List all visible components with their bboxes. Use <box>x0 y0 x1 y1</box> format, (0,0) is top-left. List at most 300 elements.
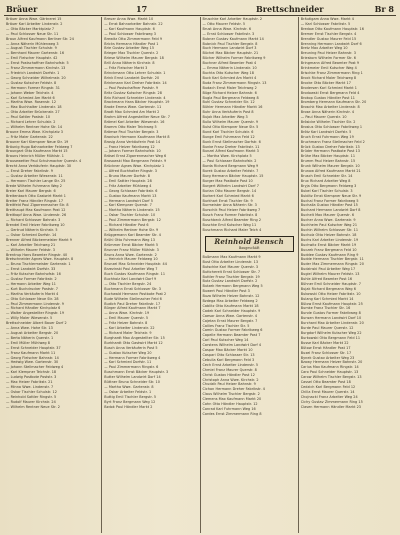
directory-entry: — Willy Maler Wiesenstr. 5 <box>6 316 53 321</box>
directory-entry: Bunge Emil Fuhrmann Feld 12 <box>202 134 255 139</box>
directory-entry: Breuning Paul Heizer Bahnstr. 3 <box>300 51 356 56</box>
directory-entry: Burg Hermann Bäcker Hauptstr. 15 <box>202 174 264 178</box>
directory-entry: Brede Wilhelm Fuhrmann Weg 2 <box>6 183 62 188</box>
directory-entry: — August Tischler Schulstr. 9 <box>6 46 57 51</box>
directory-entry: Burghardt Max Angestellter Str. 15 <box>104 335 165 340</box>
directory-entry: Buttler Franz Tischler Bergstr. 19 <box>202 274 260 279</box>
directory-entry: Brieger Max Tischler Querstr. 2 <box>104 51 159 56</box>
directory-entry: Brinkmeier Emil Kutscher Weg 4 <box>300 66 357 71</box>
directory-entry: Bremer Ernst Tischler Bergstr. 4 <box>300 31 357 36</box>
directory-entry: Buschbeck Alfred Beamter Ring 2 <box>202 218 262 223</box>
directory-entry: Burian Otto Maurer Bergstr. 14 <box>202 188 257 193</box>
directory-entry: Cichy Gustav Zimmermann Ring 15 <box>300 399 363 404</box>
directory-entry: — Karl Schmied Am Markt 6 <box>6 95 55 100</box>
directory-entry: — Otto Arbeiter Brückenstr. 27 <box>6 110 60 115</box>
directory-entry: Bußmann Max Kaufmann Markt 9 <box>202 254 261 259</box>
directory-entry: Breier Karl Maurer Bergstr. 6 <box>6 188 56 193</box>
directory-entry: Bunke Franz Dreher Fabrikstr. 11 <box>202 144 260 149</box>
directory-entry: — Fritz Kutscher Bahnhofstr. 16 <box>6 272 61 277</box>
directory-entry: — Bernhard Maurer Gartenstr. 16 <box>6 51 65 56</box>
directory-entry: Brendler Gustav Maurer Feld 15 <box>300 36 357 41</box>
directory-entry: Buchheim Paul Kutscher Weg 21 <box>300 223 358 228</box>
column-3 <box>200 17 298 533</box>
directory-entry: — Franz Kaufmann Markt 11 <box>6 350 56 355</box>
directory-entry: — Martha Wwe. Rosenstr. 12 <box>6 100 57 105</box>
directory-entry: — Bruno Tischlermeister Gartenstr. 1 <box>6 262 71 267</box>
directory-entry: Brosig Anna Verkäuferin Post 14 <box>104 139 161 144</box>
directory-entry: Brühe Max Bäcker Hauptstr. 11 <box>300 154 356 159</box>
directory-entry: Brunow Alfred Kaufmann Markt 21 <box>300 169 361 174</box>
directory-entry: Bräutigam Anna Wwe. Markt 4 <box>300 17 354 21</box>
directory-entry: Cedzich Karl Bergmann Feld 12 <box>300 384 356 389</box>
directory-entry: — Karl Arbeiter Lindenstr. 22 <box>104 326 155 331</box>
directory-entry: Brunzel Max Schneider Hauptstr. 44 <box>104 262 167 267</box>
directory-entry: Braungart Otto Kaufmann Markt 15 <box>6 149 68 154</box>
column-4 <box>298 17 396 533</box>
advertisement-title: Reinhold Bensch <box>214 236 284 246</box>
directory-entry: Büttner Bruno Schneider Str. 10 <box>104 380 160 385</box>
directory-entry: Bülow Ernst Kaufmann Hauptstr. 25 <box>300 301 363 306</box>
directory-entry: Bublitz Ernst Klempner Neue Str. 9 <box>300 193 362 198</box>
directory-entry: Caesar Anna Wwe. Gartenstr. 4 <box>202 313 258 318</box>
advertisement-subtitle: Baugeschäft <box>238 245 260 250</box>
directory-entry: — Ernst Postschaffner Bahnhofstr. 5 <box>6 61 69 66</box>
directory-entry: Buchner Alfred Beamter Post 4 <box>202 61 257 66</box>
directory-entry: Bunde Gustav Former Fabrikweg 8 <box>300 311 361 316</box>
directory-entry: Brink Ernst Landwirt Dorfstr. 20 <box>104 75 160 80</box>
directory-entry: — Karl Klempner Querstr. 7 <box>104 203 152 208</box>
directory-entry: Bynek Gustav Arbeiter Weg 23 <box>300 355 355 360</box>
directory-entry: — Fritz Fleischer Markt 3 <box>104 66 148 71</box>
directory-entry: Budzinski Paul Arbeiter Weg 17 <box>300 267 356 272</box>
directory-entry: Bugla Paul Bergmann Feldweg 8 <box>202 95 259 100</box>
directory-entry: — Paul Zimmermann Lindenstr. 9 <box>6 301 65 306</box>
directory-entry: — Ernst Schneider Hauptstr. 37 <box>6 345 61 350</box>
directory-entry: — August Arbeiter Bergstr. 20 <box>6 331 59 335</box>
directory-entry: Brieskorn Wilhelm Former Str. 6 <box>300 56 356 61</box>
column-2 <box>101 17 199 533</box>
directory-entry: Burkowski Otto Bergmann Feld 11 <box>300 335 361 340</box>
directory-entry: — Hermann Arbeiter Weg 11 <box>6 281 57 286</box>
directory-entry: Bricks Hermann Händler Post 1 <box>104 41 159 46</box>
directory-entry: Buchal Franz Former Fabrikweg 5 <box>300 198 359 203</box>
directory-entry: Brecht Anna Verkäuferin Hauptstr. 30 <box>6 164 72 169</box>
directory-entry: Breitenbach Otto Gastwirt Markt 1 <box>6 193 66 198</box>
directory-entry: Cassel Otto Beamter Post 18 <box>300 380 351 385</box>
directory-entry: Caspar Max Bäcker Markt 10 <box>202 348 253 353</box>
directory-entry: — Paul Schlosser Bahnhofstr. 2 <box>202 159 257 164</box>
directory-entry: Buch Gustav Kaufmann Ringstr. 11 <box>104 272 166 277</box>
directory-entry: — Max Buchhalter Lindenstr. 18 <box>6 105 62 110</box>
directory-entry: Brix Richard Schneider Lindenstr. 4 <box>104 95 166 100</box>
directory-entry: Buchwald Hermann Postbote Post 2 <box>104 291 167 296</box>
directory-entry: Caro Paul Schneider Hauptstr. 13 <box>300 370 359 375</box>
directory-entry: Buchta Otto Kutscher Weg 18 <box>202 70 254 75</box>
directory-entry: Brocke Otto Bäcker Markt 17 <box>300 80 351 85</box>
directory-entry: Brauns Heinrich Müller Mühlstr. 1 <box>6 154 64 159</box>
directory-entry: Burgdorf Wilhelm Kutscher Weg 22 <box>300 331 362 335</box>
directory-entry: — Oskar Schmied Dorfstr. 14 <box>6 232 57 237</box>
directory-entry: Bütow Ernst Händler Post 17 <box>300 345 351 350</box>
directory-entry: Brust Anna Wwe. Kirchstr. 6 <box>202 26 252 31</box>
directory-entry: Brischke Franz Zimmermann Ring 1 <box>300 70 363 75</box>
directory-entry: — Paul Postschaffner Poststr. 9 <box>104 85 159 90</box>
directory-entry: — Martha Näherin Lindenstr. 15 <box>104 208 160 213</box>
directory-entry: Bühler Hermann Händler Markt 16 <box>202 105 263 110</box>
directory-entry: Broschk Max Arbeiter Lindenstr. 8 <box>300 105 360 110</box>
directory-entry: — Franz Zimmermann Kirchstr. 13 <box>6 66 66 71</box>
header-rule <box>4 15 396 16</box>
directory-entry: — Hermann Tischler Lange Str. 25 <box>6 178 66 183</box>
directory-entry: Büchel Max Bäcker Hauptstr. 21 <box>202 51 259 56</box>
directory-entry: Brode Emma Wwe. Gartenstr. 11 <box>104 105 162 110</box>
directory-entry: Buchholz Karl Landwirt Dorf 9 <box>104 277 157 282</box>
directory-entry: Brömel Karl Arbeiter Wiesenstr. 16 <box>104 120 165 125</box>
directory-entry: Buchard Hermann Landwirt Dorf 8 <box>300 208 361 213</box>
directory-entry: Bulla Wilhelm Maurer Querstr. 9 <box>202 120 259 125</box>
directory-entry: Cichon Hermann Dreher Fabrikstr. 4 <box>202 387 265 392</box>
directory-entry: Butz Gustav Landwirt Dorfstr. 2 <box>202 279 258 284</box>
directory-entry: — Franz Heizer Fabrikweg 12 <box>104 144 155 149</box>
directory-entry: — Anna Wwe. Kirchstr. 19 <box>104 311 150 316</box>
directory-entry: Burda Richard Bergmann Weg 9 <box>202 164 259 169</box>
directory-entry: Brück Gustav Dreher Fabrikstr. 13 <box>300 144 360 149</box>
directory-entry: Brettschneider Albert Bauer Dorf 2 <box>6 321 67 326</box>
directory-entry: Brodersen Karl Schmied Markt 1 <box>300 85 357 90</box>
directory-entry: — Otto Bäcker Marktplatz 7 <box>6 26 55 31</box>
directory-entry: — Alfred Buchhalter Ringstr. 3 <box>104 169 157 174</box>
directory-entry: Buchalla Gustav Händler Post 15 <box>300 203 358 208</box>
directory-entry: Christ Gustav Händler Post 12 <box>202 372 255 377</box>
directory-entry: — Anna Wwe. Hohe Str. 13 <box>6 326 53 331</box>
directory-entry: — Martha Wwe. Kirchplatz 5 <box>202 154 252 159</box>
directory-entry: Chojnacki Franz Arbeiter Weg 24 <box>300 394 358 399</box>
directory-entry: Braune Emma Wwe. Kirchplatz 3 <box>6 129 63 134</box>
directory-entry: — Hermann Former Fabrikweg 4 <box>104 355 161 360</box>
directory-entry: — Oskar Tischler Schulstr. 10 <box>104 213 156 218</box>
directory-entry: Buczek Franz Bergmann Feld 10 <box>300 247 357 252</box>
directory-entry: Christoph Anna Wwe. Kirchstr. 2 <box>202 377 259 382</box>
directory-entry: Brunk Wilhelm Maurer Bergstr. 10 <box>300 164 360 169</box>
directory-entry: Buhl Gustav Schneider Str. 12 <box>202 100 255 105</box>
directory-entry: — Gertrud Näherin Kirchstr. 5 <box>6 227 58 232</box>
directory-entry: Buttig Emil Tischler Bergstr. 5 <box>104 394 157 399</box>
directory-entry: — Gustav Kaufmann Markt 13 <box>104 193 157 198</box>
directory-entry: Bürger Alfred Kaufmann Markt 7 <box>104 306 161 311</box>
directory-entry: — Emil Müller Mühlweg 8 <box>6 340 50 345</box>
directory-entry: Brunner Franz Müller Mühlstr. 3 <box>104 247 159 252</box>
directory-entry: — Hermann Landwirt Dorf 5 <box>104 198 153 203</box>
directory-entry: Briese Wilhelm Maurer Bergstr. 18 <box>104 56 164 61</box>
directory-entry: — Hermann Former Ringstr. 31 <box>6 85 60 90</box>
directory-entry: Buchs Karl Arbeiter Lindenstr. 19 <box>300 237 359 242</box>
directory-entry: Bräunig Hugo Bahnarbeiter Feldweg 7 <box>6 144 73 149</box>
directory-entry: Bücher Wilhelm Former Fabrikweg 9 <box>202 56 266 61</box>
directory-entry: — Gustav Former Fabrikstr. 2 <box>6 277 57 282</box>
directory-entry: Buschmann Ernst Bäcker Hauptstr. 3 <box>104 370 169 375</box>
directory-entry: Brömse Paul Tischler Bergstr. 3 <box>104 129 159 134</box>
directory-entry: — Richard Händler Post 6 <box>104 223 149 228</box>
directory-entry: — Richard Händler Kirchplatz 6 <box>6 306 61 311</box>
directory-entry: Buch Hermann Landwirt Dorf 3 <box>202 46 257 51</box>
directory-entry: Burgert Wilhelm Landwirt Dorf 7 <box>202 183 259 188</box>
directory-entry: — Karl Schlosser Fabrikstr. 5 <box>300 21 351 26</box>
directory-entry: Bräuer Anna Wwe. Gärtnerei 15 <box>6 17 62 21</box>
directory-entry: — Anna Näherin Mühlenweg 3 <box>6 41 59 46</box>
directory-entry: Brausewetter Paul Schuhmacher Querstr. 4 <box>6 159 82 164</box>
directory-entry: Bubner Gustav Kaufmann Markt 14 <box>202 36 264 41</box>
directory-entry: — Otto Schlosser Neue Str. 28 <box>6 296 59 301</box>
directory-entry: — Oskar Tischler Schulstr. 12 <box>6 389 57 394</box>
directory-entry: — Kurt Buchdrucker Poststr. 7 <box>6 286 58 291</box>
directory-entry: Buhr Anna Verkäuferin Post 8 <box>202 110 254 115</box>
directory-entry: Brodowski Ernst Bergmann Feld 4 <box>300 90 360 95</box>
directory-entry: Clasen Hermann Händler Markt 23 <box>300 404 362 409</box>
directory-entry: Brux Richard Arbeiter Weg 8 <box>300 178 351 183</box>
directory-entry: — Ernst Dreher Fabrikstr. 9 <box>6 169 53 174</box>
directory-entry: — Johann Former Bahnhofstr. 10 <box>104 149 161 154</box>
directory-entry: Brzezinski Paul Arbeiter Weg 7 <box>104 267 158 272</box>
directory-entry: Buchmann Ernst Schlosser Str. 3 <box>104 286 161 291</box>
directory-entry: Bucher Anna Wwe. Gartenstr. 9 <box>300 218 356 223</box>
directory-entry: Burkert Karl Schmied Markt 6 <box>202 193 254 198</box>
directory-entry: — Emil Maurer Querstr. 5 <box>104 316 149 321</box>
page-number: 17 <box>136 4 148 14</box>
directory-entry: — Richard Maler Teichstr. 9 <box>104 331 152 335</box>
directory-entry: Butzek Hermann Bergmann Weg 5 <box>202 284 263 289</box>
directory-entry: — Fritz Arbeiter Mühlweg 4 <box>104 183 152 188</box>
directory-entry: Butschke Karl Maurer Querstr. 3 <box>202 264 259 269</box>
directory-entry: — Otto Tischler Bergstr. 24 <box>104 281 152 286</box>
header-section-marker: Br 8 <box>374 4 394 14</box>
directory-entry: Caspari Otto Schlosser Str. 13 <box>202 353 255 357</box>
directory-entry: Bubel Karl Tischler Schulstr. 3 <box>300 188 353 193</box>
directory-entry: Carstens Wilhelm Landwirt Dorf 4 <box>202 343 262 348</box>
directory-entry: — Otto Maurer Feldstr. 5 <box>202 21 246 26</box>
directory-entry: Bretz Max Arbeiter Weg 10 <box>300 46 348 51</box>
directory-entry: Callies Franz Tischler Str. 5 <box>202 323 250 328</box>
directory-entry: — Ernst Schlosser Fabrikstr. 3 <box>202 31 255 36</box>
directory-entry: Bunsen Hermann Landwirt Dorf 10 <box>300 316 362 321</box>
directory-entry: — Karl Kaufmann Hauptstr. 6 <box>104 26 155 31</box>
directory-entry: Conrad Karl Fuhrmann Weg 16 <box>202 406 256 411</box>
directory-entry: Buttchereit Ernst Schlosser Str. 7 <box>202 269 261 274</box>
directory-entry: Brusch Emil Schneider Str. 14 <box>300 174 353 178</box>
directory-entry: Brentrup Hans Beamter Ringstr. 40 <box>6 252 68 257</box>
directory-entry: Brauner Karl Klempner Neue Str. 19 <box>6 139 69 144</box>
directory-entry: Brüggemann Karl Beamter Str. 4 <box>104 232 161 237</box>
directory-entry: — Johann Weber Teichstr. 4 <box>6 90 54 95</box>
directory-entry: Braun Alfred Kaufmann Berliner Str. 24 <box>6 36 74 41</box>
directory-entry: — Rudolf Maurer Kirchstr. 24 <box>6 399 56 404</box>
directory-entry: Bretschneider Agnes Wwe. Hauptstr. 8 <box>6 257 74 262</box>
directory-entry: Bujok Max Arbeiter Weg 3 <box>202 115 248 120</box>
directory-entry: Bulst Otto Klempner Neue Str. 5 <box>202 124 259 129</box>
directory-entry: Buddee Gustav Kaufmann Ring 9 <box>300 252 359 257</box>
directory-entry: — Walter Angestellter Ringstr. 19 <box>6 311 65 316</box>
directory-entry: — Max Heizer Fabrikstr. 21 <box>6 380 53 385</box>
directory-entry: Britz Gustav Kutscher Ringstr. 28 <box>104 90 162 95</box>
directory-entry: Brösicke Wilhelm Tischler Str. 2 <box>300 120 356 125</box>
directory-entry: Bust Otto Arbeiter Lindenstr. 13 <box>202 259 259 264</box>
directory-entry: Cech Ernst Arbeiter Lindenstr. 5 <box>202 362 259 367</box>
directory-entry: — Emma Näherin Lindenstr. 10 <box>202 66 257 71</box>
directory-entry: Buder Max Zimmermann Ringstr. 20 <box>300 262 364 267</box>
directory-entry: — Paul Sattler Poststr. 10 <box>6 115 51 120</box>
directory-entry: Breiter Franz Händler Ringstr. 17 <box>6 198 64 203</box>
directory-entry: — Karl Klempner Teichstr. 18 <box>6 370 57 375</box>
column-1 <box>4 17 101 533</box>
directory-entry: Buhle Alfred Beamter Post 16 <box>300 277 353 282</box>
directory-entry: Bromm Otto Maler Teichweg 5 <box>104 124 157 129</box>
directory-entry: Cebulla Karl Bergmann Feld 3 <box>202 357 255 362</box>
directory-entry: — Minna Wwe. Lindenstr. 7 <box>6 384 54 389</box>
directory-entry: Brokop Gustav Händler Post 11 <box>300 95 356 100</box>
directory-entry: Buchelt Max Maurer Querstr. 6 <box>300 213 355 218</box>
directory-entry: Chudzik Paul Heizer Bahnstr. 9 <box>202 382 256 387</box>
directory-entry: — Martha Wwe. Gartenstr. 8 <box>104 384 154 389</box>
directory-entry: Burschik Paul Heizer Fabrikweg 7 <box>202 208 261 213</box>
directory-entry: Chmiel Franz Maurer Querstr. 8 <box>202 367 257 372</box>
directory-entry: Busch Anna Verkäuferin Post 5 <box>104 345 158 350</box>
directory-entry: Breitfeld Paul Zigarrenmacher Str. 8 <box>6 203 69 208</box>
directory-entry: — Wilhelm Rentner Hohe Str. 9 <box>104 227 159 232</box>
directory-entry: Bumke Franz Tischler Str. 16 <box>300 306 351 311</box>
directory-entry: Brodt Max Schmied Am Markt 2 <box>104 110 160 115</box>
directory-entry: Bringmann Alfred Beamter Post 9 <box>300 61 360 66</box>
directory-entry: Bruns Anna Wwe. Gartenstr. 2 <box>104 252 157 257</box>
directory-entry: — Fritz Maler Gartenstr. 22 <box>6 134 53 139</box>
directory-entry: Brewitz Otto Zimmermann Feld 9 <box>104 36 163 41</box>
directory-entry: Burde Paul Maurer Querstr. 12 <box>300 326 354 331</box>
directory-entry: Chilla Ernst Maurer Querstr. 14 <box>300 389 355 394</box>
directory-entry: Buchin Wilhelm Schlosser Str. 11 <box>300 227 359 232</box>
directory-entry: — Gustav Kutscher Weg 20 <box>104 350 152 355</box>
directory-entry: — Paul Schlosser Neue Str. 11 <box>6 31 59 36</box>
directory-entry: Brosius Otto Schlosser Fabrikweg 1 <box>300 124 363 129</box>
directory-entry: Carl Paul Kutscher Weg 14 <box>202 338 249 343</box>
directory-entry: Bunk Ernst Stellmacher Dorfstr. 6 <box>202 139 261 144</box>
directory-entry: — Gustav Kutscher Feldstr. 8 <box>6 80 57 85</box>
directory-entry: Butter Wilhelm Landwirt Dorf 14 <box>104 375 161 380</box>
directory-entry: Budde Hermann Tischler Bergstr. 11 <box>300 257 364 262</box>
directory-entry: Budach Ernst Maler Teichweg 2 <box>202 85 257 90</box>
directory-entry: — Paul Zimmermann Bergstr. 12 <box>104 218 161 223</box>
directory-entry: Brötz Karl Landwirt Dorfstr. 5 <box>300 129 352 134</box>
directory-entry: Camin Gustav Former Fabrikweg 6 <box>202 328 263 333</box>
directory-entry: Brockmann Hans Bäcker Hauptstr. 19 <box>104 100 170 105</box>
directory-entry: Capelle Hermann Beamter Post 7 <box>202 333 261 338</box>
directory-entry: Brenner Alfred Bäckermeister Markt 9 <box>6 237 72 242</box>
directory-entry: Busse Karl Bäcker Markt 22 <box>300 340 349 345</box>
directory-entry: Budich Paul Dreher Fabrikstr. 17 <box>104 301 161 306</box>
directory-entry: Clemens Max Kaufmann Markt 20 <box>202 397 262 402</box>
directory-entry: — Friedrich Landwirt Dorfstr. 1 <box>6 70 60 75</box>
directory-entry: Bromberg Hermann Kaufmann Str. 20 <box>300 100 367 105</box>
directory-entry: Buck Karl Schmied Am Markt 4 <box>202 75 257 80</box>
directory-entry: Brückner Agnes Wwe. Kirchplatz 1 <box>104 164 165 169</box>
directory-entry: Brendel Emil Heizer Fabrikweg 10 <box>6 223 65 228</box>
directory-entry: Brie Gustav Arbeiter Weg 15 <box>104 46 155 51</box>
directory-entry: Brümmer Ernst Bäcker Markt 5 <box>104 242 159 247</box>
directory-entry: Brosowski Max Bergmann Feldstr. 9 <box>104 159 167 164</box>
directory-entry: — Paul Zimmermann Ringstr. 6 <box>104 365 159 370</box>
directory-entry: Burmeister Anna Näherin Str. 3 <box>202 203 257 208</box>
directory-entry: Brill Anna Näherin Kirchstr. 8 <box>104 61 155 66</box>
directory-entry: — Heinrich Maurer Feldweg 10 <box>104 257 158 262</box>
directory-entry: — Ernst Landwirt Dorfstr. 33 <box>6 267 56 272</box>
directory-entry: — Fritz Heizer Bahnstr. 8 <box>104 321 148 326</box>
directory-entry: Cablitz Otto Kaufmann Markt 18 <box>202 303 259 308</box>
directory-entry: — Berta Näherin Querstr. 1 <box>6 335 54 340</box>
directory-entry: Bubnick Paul Tischler Bergstr. 8 <box>202 41 258 46</box>
directory-entry: Brinckmann Otto Lehrer Schulstr. 1 <box>104 70 166 75</box>
page-header <box>6 3 394 15</box>
directory-entry: Brösel Ernst Zigarrenmacher Weg 6 <box>104 154 167 159</box>
directory-entry: — Georg Fleischer Bahnstr. 14 <box>6 355 59 360</box>
directory-entry: Bryja Otto Bergmann Feldweg 3 <box>300 183 357 188</box>
directory-entry: — Gustav Arbeiter Wiesenstr. 11 <box>6 174 63 178</box>
directory-entry: Burchard Max Arbeiter Lindenstr. 20 <box>300 321 364 326</box>
directory-entry: Busch Franz Former Fabrikstr. 8 <box>202 213 258 218</box>
directory-entry: — Richard Schlosser Bahnstr. 3 <box>6 218 61 223</box>
directory-entry: Bruchmann Franz Stellmacher Feld 2 <box>300 139 365 144</box>
directory-entry: Buschke Emil Kutscher Weg 11 <box>202 223 257 228</box>
directory-entry: Bund Karl Tischler Schulstr. 6 <box>202 129 254 134</box>
directory-entry: Brock Richard Maler Teichweg 8 <box>300 75 357 80</box>
directory-entry: Buchwitz Ernst Bäcker Markt 19 <box>300 242 357 247</box>
header-center-keyword: Brettschneider <box>256 4 324 14</box>
directory-entry: Brose Anna Näherin Kirchstr. 4 <box>300 110 355 115</box>
directory-entry: — Paul Schlosser Fabrikweg 3 <box>104 31 156 36</box>
directory-entry: — Johann Stellmacher Feldweg 4 <box>6 365 64 370</box>
directory-entry: Bredow Otto Kaufmann Hauptstr. 16 <box>300 26 364 31</box>
directory-entry: Bugiel Wilhelm Maurer Feldstr. 13 <box>300 272 360 277</box>
directory-entry: Bucholz Otto Heizer Bahnstr. 18 <box>300 232 357 237</box>
directory-entry: Breitkopf Anna Wwe. Lindenstr. 26 <box>6 213 67 218</box>
directory-entry: — Wilhelm Maurer Feldstr. 3 <box>6 247 56 252</box>
directory-entry: Brohm Alfred Angestellter Neue Str. 7 <box>104 115 170 120</box>
directory-entry: Bzowy Hermann Heizer Bahnstr. 20 <box>300 360 363 365</box>
directory-entry: Burkhardt Otto Gastwirt Markt 12 <box>104 340 163 345</box>
directory-entry: Büge Richard Heizer Bahnstr. 6 <box>202 90 257 95</box>
directory-entry: — Paul Maurer Querstr. 10 <box>300 115 347 120</box>
directory-entry: — Oskar Arbeiter Feldstr. 1 <box>104 389 152 394</box>
directory-entry: Brumm Paul Heizer Bahnstr. 15 <box>300 159 356 164</box>
directory-entry: Bronisch Hermann Kaufmann Markt 8 <box>104 134 170 139</box>
advertisement-box <box>205 236 294 252</box>
directory-entry: — Martha Verkäuferin Markt 4 <box>6 291 59 296</box>
directory-entry: Bunzel Alfred Kaufmann Markt 3 <box>202 149 259 154</box>
directory-entry: Brühl Otto Fuhrmann Weg 13 <box>104 237 156 242</box>
directory-columns <box>4 17 396 533</box>
directory-entry: Cohn Otto Händler Hauptstr. 12 <box>202 402 258 407</box>
directory-entry: Brinkmann Karl Dreher Fabrikstr. 14 <box>104 80 167 85</box>
directory-entry: Burek Gustav Arbeiter Feldstr. 7 <box>202 169 259 174</box>
directory-entry: Bzdega Max Arbeiter Feldweg 2 <box>202 299 258 304</box>
directory-entry: Burger Max Postbote Post 10 <box>202 178 253 183</box>
directory-entry: — Emil Fleischer Hauptstr. 42 <box>6 56 58 61</box>
directory-entry: Carius Max Kaufmann Ringstr. 14 <box>300 365 359 370</box>
directory-entry: Bruschke Karl Arbeiter Hauptstr. 2 <box>202 17 263 21</box>
directory-entry: — Georg Schneider Wilhelmstr. 20 <box>6 75 66 80</box>
directory-entry: Buza Wilhelm Heizer Bahnstr. 12 <box>202 294 260 299</box>
directory-entry: Cadek Karl Schneider Hauptstr. 9 <box>202 308 261 313</box>
directory-entry: Cajetan Ernst Maurer Bergstr. 7 <box>202 318 258 323</box>
directory-entry: Bräuer Karl Arbeiter Lindenstr. 2 <box>6 21 63 26</box>
directory-entry: Burkhart Ernst Tischler Str. 9 <box>202 198 253 203</box>
directory-entry: Bzdok Paul Händler Markt 2 <box>104 404 153 409</box>
